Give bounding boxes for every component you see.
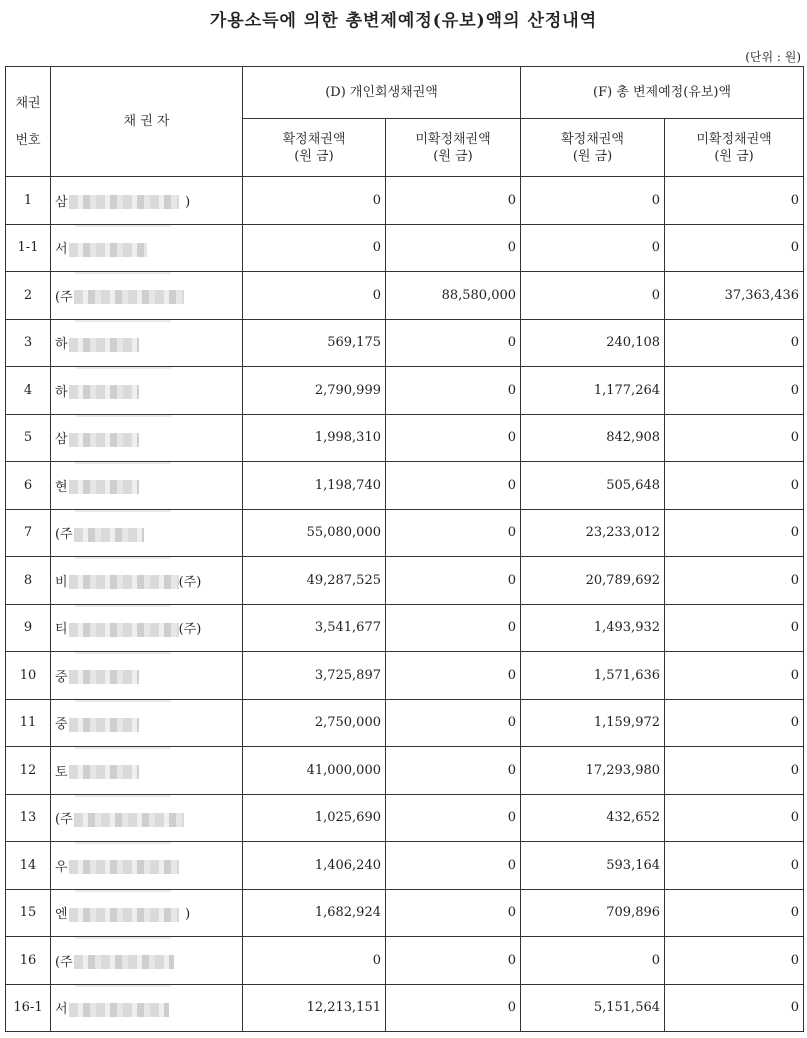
creditor-prefix: (주 [55,812,73,828]
creditor-prefix: 엔 [55,907,68,923]
f-confirmed-amount: 1,159,972 [521,699,665,747]
creditor-name [51,889,243,937]
table-row [6,699,804,747]
row-number: 2 [6,272,51,320]
table-row [6,509,804,557]
creditor-prefix: 서 [55,1002,68,1018]
creditor-prefix: (주 [55,289,73,305]
header-f-unconfirmed [665,119,804,177]
f-confirmed-amount: 1,571,636 [521,652,665,700]
header-d-confirmed-label: 확정채권액 [282,131,346,147]
f-confirmed-amount: 240,108 [521,319,665,367]
row-number: 11 [6,699,51,747]
redaction-strip [75,747,171,750]
creditor-prefix: 중 [55,717,68,733]
header-d-confirmed [243,119,386,177]
header-no-line2: 번호 [15,132,41,148]
d-unconfirmed-amount: 0 [386,414,521,462]
redacted-name [69,623,179,637]
creditor-name [51,272,243,320]
f-unconfirmed-amount: 0 [665,319,804,367]
f-confirmed-amount: 0 [521,272,665,320]
row-number: 16 [6,937,51,985]
redaction-strip [75,842,171,845]
table-row [6,937,804,985]
creditor-name [51,604,243,652]
f-confirmed-amount: 0 [521,224,665,272]
f-unconfirmed-amount: 37,363,436 [665,272,804,320]
redacted-name [69,575,179,589]
d-confirmed-amount: 1,682,924 [243,889,386,937]
f-unconfirmed-amount: 0 [665,652,804,700]
creditor-name [51,509,243,557]
repayment-table [5,66,804,1032]
unit-label: (단위 : 원) [745,50,801,64]
d-confirmed-amount: 55,080,000 [243,509,386,557]
f-confirmed-amount: 0 [521,937,665,985]
creditor-name [51,652,243,700]
table-body [6,177,804,1032]
row-number: 10 [6,652,51,700]
redaction-strip [75,367,171,370]
table-row [6,462,804,510]
f-unconfirmed-amount: 0 [665,842,804,890]
d-unconfirmed-amount: 0 [386,604,521,652]
redacted-name [74,813,184,827]
table-row [6,367,804,415]
row-number: 12 [6,747,51,795]
d-confirmed-amount: 0 [243,177,386,225]
header-d-confirmed-unit: (원 금) [294,148,334,164]
f-unconfirmed-amount: 0 [665,937,804,985]
row-number: 15 [6,889,51,937]
redacted-name [69,860,179,874]
d-unconfirmed-amount: 0 [386,937,521,985]
f-confirmed-amount: 593,164 [521,842,665,890]
creditor-name [51,224,243,272]
redaction-strip [75,319,171,322]
d-confirmed-amount: 1,406,240 [243,842,386,890]
row-number: 3 [6,319,51,367]
creditor-name [51,462,243,510]
redacted-name [69,1003,169,1017]
row-number: 9 [6,604,51,652]
f-confirmed-amount: 5,151,564 [521,984,665,1032]
d-unconfirmed-amount: 0 [386,462,521,510]
redacted-name [69,385,139,399]
redaction-strip [75,984,171,987]
d-confirmed-amount: 41,000,000 [243,747,386,795]
creditor-suffix: ) [178,907,191,923]
creditor-prefix: 티 [55,622,68,638]
redaction-strip [75,604,171,607]
table-row [6,272,804,320]
f-confirmed-amount: 1,177,264 [521,367,665,415]
f-unconfirmed-amount: 0 [665,177,804,225]
f-unconfirmed-amount: 0 [665,462,804,510]
d-confirmed-amount: 2,750,000 [243,699,386,747]
header-f-unconfirmed-label: 미확정채권액 [696,131,772,147]
creditor-name [51,842,243,890]
f-confirmed-amount: 1,493,932 [521,604,665,652]
table-row [6,414,804,462]
redacted-name [69,433,139,447]
redacted-name [69,338,139,352]
redacted-name [69,195,179,209]
header-group-d: (D) 개인회생채권액 [243,67,521,119]
d-confirmed-amount: 0 [243,272,386,320]
table-row [6,557,804,605]
redacted-name [74,290,184,304]
d-unconfirmed-amount: 0 [386,747,521,795]
creditor-name [51,747,243,795]
redacted-name [69,718,139,732]
creditor-name [51,984,243,1032]
f-unconfirmed-amount: 0 [665,747,804,795]
d-confirmed-amount: 0 [243,937,386,985]
f-unconfirmed-amount: 0 [665,414,804,462]
d-unconfirmed-amount: 0 [386,652,521,700]
creditor-prefix: 우 [55,859,68,875]
creditor-prefix: 하 [55,384,68,400]
f-unconfirmed-amount: 0 [665,557,804,605]
d-confirmed-amount: 12,213,151 [243,984,386,1032]
table-row [6,652,804,700]
redacted-name [69,670,139,684]
creditor-prefix: 중 [55,669,68,685]
d-unconfirmed-amount: 0 [386,557,521,605]
row-number: 6 [6,462,51,510]
header-d-unconfirmed-unit: (원 금) [433,148,473,164]
redacted-name [74,528,144,542]
d-confirmed-amount: 3,725,897 [243,652,386,700]
f-confirmed-amount: 0 [521,177,665,225]
creditor-prefix: (주 [55,954,73,970]
table-row [6,889,804,937]
f-unconfirmed-amount: 0 [665,509,804,557]
row-number: 14 [6,842,51,890]
header-f-confirmed [521,119,665,177]
redaction-strip [75,414,171,417]
d-confirmed-amount: 1,025,690 [243,794,386,842]
d-confirmed-amount: 2,790,999 [243,367,386,415]
creditor-suffix: (주) [178,574,202,590]
redaction-strip [75,272,171,275]
redaction-strip [75,462,171,465]
f-confirmed-amount: 709,896 [521,889,665,937]
creditor-prefix: 삼 [55,432,68,448]
creditor-prefix: 하 [55,337,68,353]
redacted-name [69,243,147,257]
redaction-strip [75,794,171,797]
f-confirmed-amount: 17,293,980 [521,747,665,795]
creditor-prefix: 서 [55,242,68,258]
d-confirmed-amount: 3,541,677 [243,604,386,652]
f-unconfirmed-amount: 0 [665,794,804,842]
redaction-strip [75,509,171,512]
f-confirmed-amount: 20,789,692 [521,557,665,605]
creditor-prefix: 삼 [55,194,68,210]
creditor-suffix: (주) [178,622,202,638]
redaction-strip [75,889,171,892]
d-unconfirmed-amount: 0 [386,319,521,367]
redacted-name [74,955,174,969]
header-group-f: (F) 총 변제예정(유보)액 [521,67,804,119]
d-confirmed-amount: 49,287,525 [243,557,386,605]
d-confirmed-amount: 1,998,310 [243,414,386,462]
table-row [6,604,804,652]
d-unconfirmed-amount: 0 [386,509,521,557]
d-confirmed-amount: 1,198,740 [243,462,386,510]
redacted-name [69,908,179,922]
creditor-prefix: 토 [55,764,68,780]
d-unconfirmed-amount: 0 [386,842,521,890]
table-row [6,224,804,272]
row-number: 1-1 [6,224,51,272]
d-confirmed-amount: 569,175 [243,319,386,367]
page-title: 가용소득에 의한 총변제예정(유보)액의 산정내역 [209,11,598,31]
row-number: 16-1 [6,984,51,1032]
d-unconfirmed-amount: 0 [386,224,521,272]
f-unconfirmed-amount: 0 [665,984,804,1032]
d-unconfirmed-amount: 88,580,000 [386,272,521,320]
row-number: 1 [6,177,51,225]
d-unconfirmed-amount: 0 [386,889,521,937]
table-row [6,747,804,795]
creditor-name [51,937,243,985]
creditor-name [51,699,243,747]
redaction-strip [75,652,171,655]
creditor-name [51,367,243,415]
table-row [6,842,804,890]
f-unconfirmed-amount: 0 [665,604,804,652]
redacted-name [69,765,139,779]
header-f-confirmed-label: 확정채권액 [561,131,624,147]
header-no-line1: 채권 [15,95,41,111]
creditor-name [51,177,243,225]
creditor-name [51,794,243,842]
header-creditor-number [6,67,51,177]
table-row [6,319,804,367]
f-confirmed-amount: 432,652 [521,794,665,842]
d-unconfirmed-amount: 0 [386,794,521,842]
d-unconfirmed-amount: 0 [386,984,521,1032]
header-f-unconfirmed-unit: (원 금) [714,148,754,164]
d-unconfirmed-amount: 0 [386,177,521,225]
row-number: 4 [6,367,51,415]
redaction-strip [75,937,171,940]
header-d-unconfirmed-label: 미확정채권액 [415,131,491,147]
d-confirmed-amount: 0 [243,224,386,272]
f-confirmed-amount: 505,648 [521,462,665,510]
table-row [6,794,804,842]
creditor-name [51,414,243,462]
f-confirmed-amount: 23,233,012 [521,509,665,557]
creditor-prefix: 비 [55,574,68,590]
f-unconfirmed-amount: 0 [665,367,804,415]
creditor-name [51,319,243,367]
row-number: 8 [6,557,51,605]
redaction-strip [75,557,171,560]
f-unconfirmed-amount: 0 [665,889,804,937]
f-confirmed-amount: 842,908 [521,414,665,462]
f-unconfirmed-amount: 0 [665,224,804,272]
creditor-prefix: 현 [55,479,68,495]
creditor-name [51,557,243,605]
d-unconfirmed-amount: 0 [386,699,521,747]
header-d-unconfirmed [386,119,521,177]
table-row [6,984,804,1032]
f-unconfirmed-amount: 0 [665,699,804,747]
table-row [6,177,804,225]
header-creditor: 채 권 자 [51,67,243,177]
d-unconfirmed-amount: 0 [386,367,521,415]
row-number: 7 [6,509,51,557]
row-number: 5 [6,414,51,462]
header-f-confirmed-unit: (원 금) [572,148,613,164]
redaction-strip [75,224,171,227]
redaction-strip [75,699,171,702]
redacted-name [69,480,139,494]
creditor-suffix: ) [178,194,191,210]
row-number: 13 [6,794,51,842]
creditor-prefix: (주 [55,527,73,543]
